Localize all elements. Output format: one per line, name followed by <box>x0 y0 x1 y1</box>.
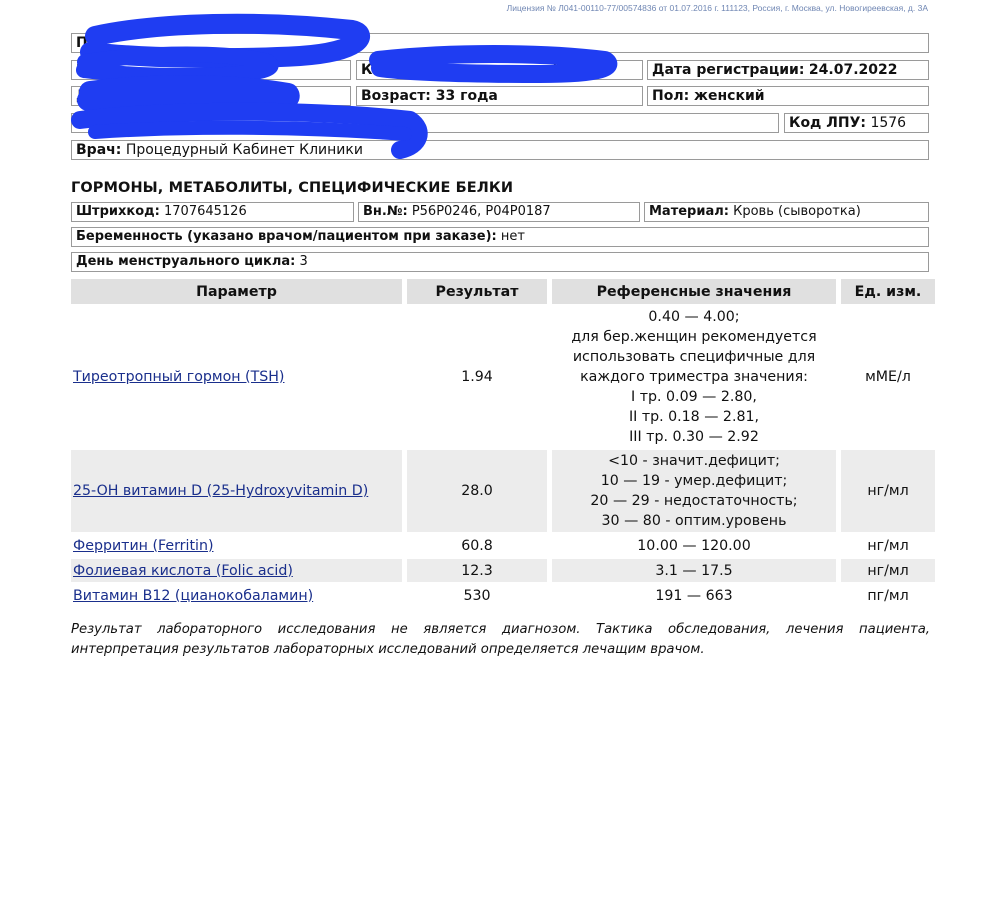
table-row <box>71 532 935 557</box>
internal-number-label: Вн.№: <box>363 204 408 219</box>
license-line: Лицензия № Л041-00110-77/00574836 от 01.07.2016 г. 111123, Россия, г. Москва, ул. Новогиреевская, д. 3А <box>506 3 928 13</box>
header-unit: Ед. изм. <box>841 279 935 304</box>
result-cell: 1.94 <box>407 304 552 448</box>
result-cell: 60.8 <box>407 532 552 557</box>
age-box <box>356 86 643 106</box>
patient-code-label: Код паци <box>361 62 438 78</box>
patient-id-box <box>71 60 351 80</box>
birth-label: Д <box>76 88 89 104</box>
pregnancy-value: нет <box>500 229 525 244</box>
reference-line: для бер.женщин рекомендуется <box>571 329 817 345</box>
param-cell <box>71 582 407 607</box>
result-cell: 12.3 <box>407 557 552 582</box>
material-box <box>644 202 929 222</box>
results-header-row <box>71 279 935 304</box>
material-value: Кровь (сыворотка) <box>733 204 861 219</box>
patient-code-box <box>356 60 643 80</box>
reference-line: III тр. 0.30 — 2.92 <box>629 429 759 445</box>
reference-line: 30 — 80 - оптим.уровень <box>601 513 787 529</box>
barcode-box <box>71 202 354 222</box>
lpu-label: Код ЛПУ: <box>789 115 866 131</box>
unit-cell: пг/мл <box>841 582 935 607</box>
patient-name-box <box>71 33 929 53</box>
reference-line: <10 - значит.дефицит; <box>608 453 780 469</box>
registration-date: 24.07.2022 <box>808 62 898 78</box>
param-cell <box>71 557 407 582</box>
disclaimer-note: Результат лабораторного исследования не является диагнозом. Тактика обследования, лечения пациента, интерпретация результатов лабораторных исследований определяется лечащим врачом. <box>71 622 930 657</box>
param-cell <box>71 304 407 448</box>
barcode-label: Штрихкод: <box>76 204 160 219</box>
registration-box <box>647 60 929 80</box>
reference-line: 0.40 — 4.00; <box>648 309 740 325</box>
registration-label: Дата регистрации: <box>652 62 805 78</box>
lpu-value: 1576 <box>870 115 907 131</box>
pregnancy-label: Беременность (указано врачом/пациентом при заказе): <box>76 229 497 244</box>
param-cell <box>71 448 407 532</box>
unit-cell: нг/мл <box>841 448 935 532</box>
param-link-b12[interactable]: Витамин B12 (цианокобаламин) <box>73 587 314 604</box>
reference-line: 10 — 19 - умер.дефицит; <box>600 473 788 489</box>
header-result: Результат <box>407 279 552 304</box>
reference-line: использовать специфичные для <box>572 349 816 365</box>
address-box <box>71 113 779 133</box>
cycle-value: 3 <box>299 254 308 269</box>
material-label: Материал: <box>649 204 729 219</box>
reference-cell <box>552 304 841 448</box>
age-value: Возраст: 33 года <box>361 88 498 104</box>
header-parameter: Параметр <box>71 279 407 304</box>
reference-cell: 191 — 663 <box>552 582 841 607</box>
section-title: ГОРМОНЫ, МЕТАБОЛИТЫ, СПЕЦИФИЧЕСКИЕ БЕЛКИ <box>71 180 514 196</box>
unit-cell: мМЕ/л <box>841 304 935 448</box>
unit-cell: нг/мл <box>841 557 935 582</box>
barcode-value: 1707645126 <box>164 204 247 219</box>
internal-number-value: P56P0246, P04P0187 <box>411 204 551 219</box>
table-row <box>71 582 935 607</box>
cycle-box <box>71 252 929 272</box>
doctor-label: Врач: <box>76 142 122 158</box>
param-link-folic-acid[interactable]: Фолиевая кислота (Folic acid) <box>73 562 293 579</box>
patient-id-prefix: З <box>76 62 86 78</box>
internal-number-box <box>358 202 640 222</box>
table-row <box>71 448 935 532</box>
reference-line: II тр. 0.18 — 2.81, <box>628 409 760 425</box>
reference-cell: 3.1 — 17.5 <box>552 557 841 582</box>
result-cell: 28.0 <box>407 448 552 532</box>
patient-code-suffix: 00039 <box>552 62 597 78</box>
result-cell: 530 <box>407 582 552 607</box>
cycle-label: День менструального цикла: <box>76 254 296 269</box>
sex-value: Пол: женский <box>652 88 765 104</box>
param-link-vitamin-d[interactable]: 25-OH витамин D (25-Hydroxyvitamin D) <box>73 483 369 499</box>
reference-line: I тр. 0.09 — 2.80, <box>631 389 757 405</box>
reference-cell: 10.00 — 120.00 <box>552 532 841 557</box>
reference-line: 20 — 29 - недостаточность; <box>590 493 798 509</box>
reference-line: каждого триместра значения: <box>580 369 808 385</box>
patient-id-suffix: 035 <box>230 62 258 78</box>
results-table <box>71 279 935 607</box>
reference-cell <box>552 448 841 532</box>
pregnancy-box <box>71 227 929 247</box>
table-row <box>71 557 935 582</box>
lpu-box <box>784 113 929 133</box>
table-row <box>71 304 935 448</box>
param-cell <box>71 532 407 557</box>
doctor-box <box>71 140 929 160</box>
param-link-ferritin[interactable]: Ферритин (Ferritin) <box>73 537 214 554</box>
sex-box <box>647 86 929 106</box>
patient-name-label: Па <box>76 35 98 51</box>
birth-box <box>71 86 351 106</box>
param-link-tsh[interactable]: Тиреотропный гормон (TSH) <box>73 369 285 385</box>
header-reference: Референсные значения <box>552 279 841 304</box>
doctor-value: Процедурный Кабинет Клиники <box>125 142 363 158</box>
unit-cell: нг/мл <box>841 532 935 557</box>
